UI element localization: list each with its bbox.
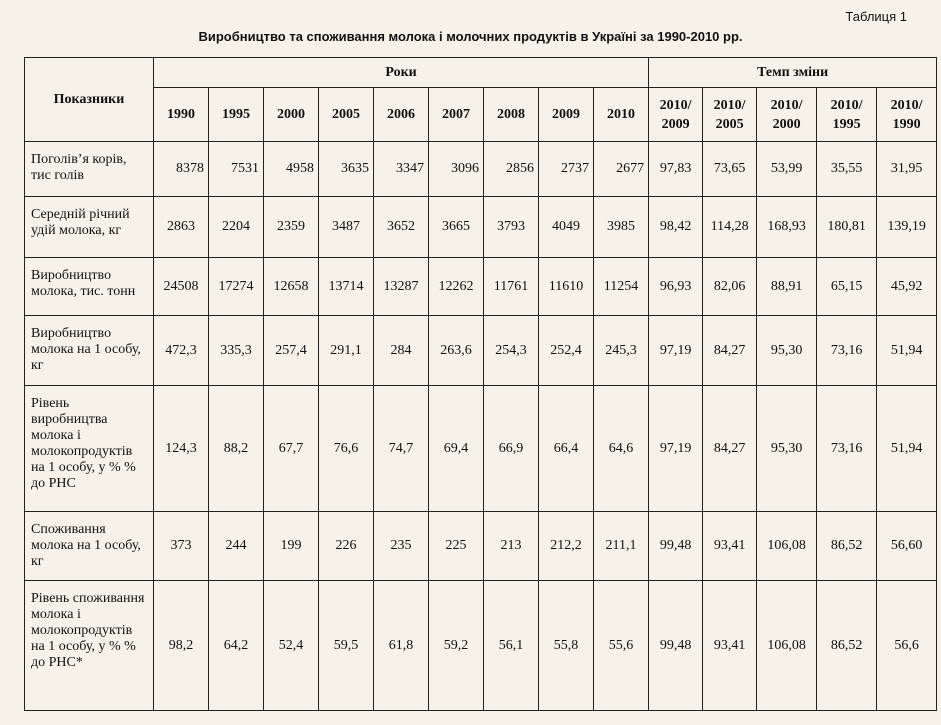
year-value-cell: 235 [374,512,429,581]
row-label: Виробництво молока, тис. тонн [25,258,154,316]
year-value-cell: 3793 [484,197,539,258]
year-value-cell: 199 [264,512,319,581]
year-value-cell: 2677 [594,142,649,197]
year-value-cell: 3665 [429,197,484,258]
year-value-cell: 8378 [154,142,209,197]
table-body [25,142,937,711]
header-rate: 2010/ 1990 [877,88,937,142]
year-value-cell: 254,3 [484,316,539,386]
rate-value-cell: 35,55 [817,142,877,197]
rate-value-cell: 51,94 [877,386,937,512]
year-value-cell: 373 [154,512,209,581]
year-value-cell: 61,8 [374,581,429,711]
year-value-cell: 257,4 [264,316,319,386]
year-value-cell: 212,2 [539,512,594,581]
rate-value-cell: 97,19 [649,316,703,386]
year-value-cell: 245,3 [594,316,649,386]
row-label: Рівень споживання молока і молокопродуктів на 1 особу, у % % до РНС* [25,581,154,711]
rate-value-cell: 84,27 [703,386,757,512]
year-value-cell: 335,3 [209,316,264,386]
table-row [25,258,937,316]
header-year: 2008 [484,88,539,142]
rate-value-cell: 56,6 [877,581,937,711]
year-value-cell: 64,6 [594,386,649,512]
year-value-cell: 4049 [539,197,594,258]
rate-value-cell: 86,52 [817,512,877,581]
year-value-cell: 24508 [154,258,209,316]
year-value-cell: 2856 [484,142,539,197]
year-value-cell: 98,2 [154,581,209,711]
header-year: 2010 [594,88,649,142]
year-value-cell: 3635 [319,142,374,197]
year-value-cell: 11761 [484,258,539,316]
rate-value-cell: 168,93 [757,197,817,258]
header-year: 2005 [319,88,374,142]
table-title: Виробництво та споживання молока і молочних продуктів в Україні за 1990-2010 рр. [198,29,743,44]
header-rate: 2010/ 2000 [757,88,817,142]
year-value-cell: 64,2 [209,581,264,711]
year-value-cell: 2359 [264,197,319,258]
year-value-cell: 291,1 [319,316,374,386]
rate-value-cell: 98,42 [649,197,703,258]
rate-value-cell: 82,06 [703,258,757,316]
year-value-cell: 284 [374,316,429,386]
table-row [25,316,937,386]
rate-value-cell: 84,27 [703,316,757,386]
rate-value-cell: 86,52 [817,581,877,711]
year-value-cell: 69,4 [429,386,484,512]
row-label: Виробництво молока на 1 особу, кг [25,316,154,386]
header-indicators: Показники [25,58,154,142]
rate-value-cell: 139,19 [877,197,937,258]
header-year: 1990 [154,88,209,142]
row-label: Рівень виробництва молока і молокопродуктів на 1 особу, у % % до РНС [25,386,154,512]
year-value-cell: 66,9 [484,386,539,512]
year-value-cell: 252,4 [539,316,594,386]
table-row [25,512,937,581]
rate-value-cell: 180,81 [817,197,877,258]
rate-value-cell: 97,83 [649,142,703,197]
year-value-cell: 13287 [374,258,429,316]
year-value-cell: 7531 [209,142,264,197]
rate-value-cell: 106,08 [757,581,817,711]
rate-value-cell: 99,48 [649,581,703,711]
year-value-cell: 4958 [264,142,319,197]
header-rate: 2010/ 2005 [703,88,757,142]
year-value-cell: 3652 [374,197,429,258]
year-value-cell: 3487 [319,197,374,258]
year-value-cell: 59,2 [429,581,484,711]
rate-value-cell: 73,16 [817,386,877,512]
rate-value-cell: 93,41 [703,581,757,711]
year-value-cell: 67,7 [264,386,319,512]
year-value-cell: 3096 [429,142,484,197]
year-value-cell: 59,5 [319,581,374,711]
year-value-cell: 213 [484,512,539,581]
year-value-cell: 2204 [209,197,264,258]
year-value-cell: 12262 [429,258,484,316]
table-row [25,386,937,512]
rate-value-cell: 95,30 [757,316,817,386]
row-label: Споживання молока на 1 особу, кг [25,512,154,581]
row-label: Середній річний удій молока, кг [25,197,154,258]
year-value-cell: 74,7 [374,386,429,512]
year-value-cell: 66,4 [539,386,594,512]
rate-value-cell: 106,08 [757,512,817,581]
year-value-cell: 52,4 [264,581,319,711]
year-value-cell: 88,2 [209,386,264,512]
year-value-cell: 244 [209,512,264,581]
year-value-cell: 56,1 [484,581,539,711]
year-value-cell: 55,8 [539,581,594,711]
row-label: Поголів’я корів, тис голів [25,142,154,197]
rate-value-cell: 73,16 [817,316,877,386]
year-value-cell: 17274 [209,258,264,316]
year-value-cell: 472,3 [154,316,209,386]
table-number: Таблиця 1 [845,9,907,24]
year-value-cell: 11254 [594,258,649,316]
rate-value-cell: 95,30 [757,386,817,512]
header-rate: 2010/ 2009 [649,88,703,142]
rate-value-cell: 51,94 [877,316,937,386]
table-row [25,581,937,711]
year-value-cell: 12658 [264,258,319,316]
rate-value-cell: 65,15 [817,258,877,316]
year-value-cell: 211,1 [594,512,649,581]
year-value-cell: 124,3 [154,386,209,512]
rate-value-cell: 45,92 [877,258,937,316]
rate-value-cell: 88,91 [757,258,817,316]
rate-value-cell: 114,28 [703,197,757,258]
year-value-cell: 263,6 [429,316,484,386]
rate-value-cell: 56,60 [877,512,937,581]
year-value-cell: 225 [429,512,484,581]
rate-value-cell: 73,65 [703,142,757,197]
table-row [25,197,937,258]
year-value-cell: 55,6 [594,581,649,711]
rate-value-cell: 31,95 [877,142,937,197]
rate-value-cell: 96,93 [649,258,703,316]
rate-value-cell: 99,48 [649,512,703,581]
year-value-cell: 3347 [374,142,429,197]
header-rate: 2010/ 1995 [817,88,877,142]
rate-value-cell: 93,41 [703,512,757,581]
year-value-cell: 13714 [319,258,374,316]
rate-value-cell: 97,19 [649,386,703,512]
header-year: 2006 [374,88,429,142]
year-value-cell: 3985 [594,197,649,258]
year-value-cell: 2863 [154,197,209,258]
data-table [24,57,937,711]
year-value-cell: 2737 [539,142,594,197]
header-year: 2009 [539,88,594,142]
table-row [25,142,937,197]
header-rates-group: Темп зміни [649,58,937,88]
header-year: 1995 [209,88,264,142]
header-year: 2007 [429,88,484,142]
year-value-cell: 76,6 [319,386,374,512]
header-years-group: Роки [154,58,649,88]
year-value-cell: 226 [319,512,374,581]
year-value-cell: 11610 [539,258,594,316]
rate-value-cell: 53,99 [757,142,817,197]
header-year: 2000 [264,88,319,142]
